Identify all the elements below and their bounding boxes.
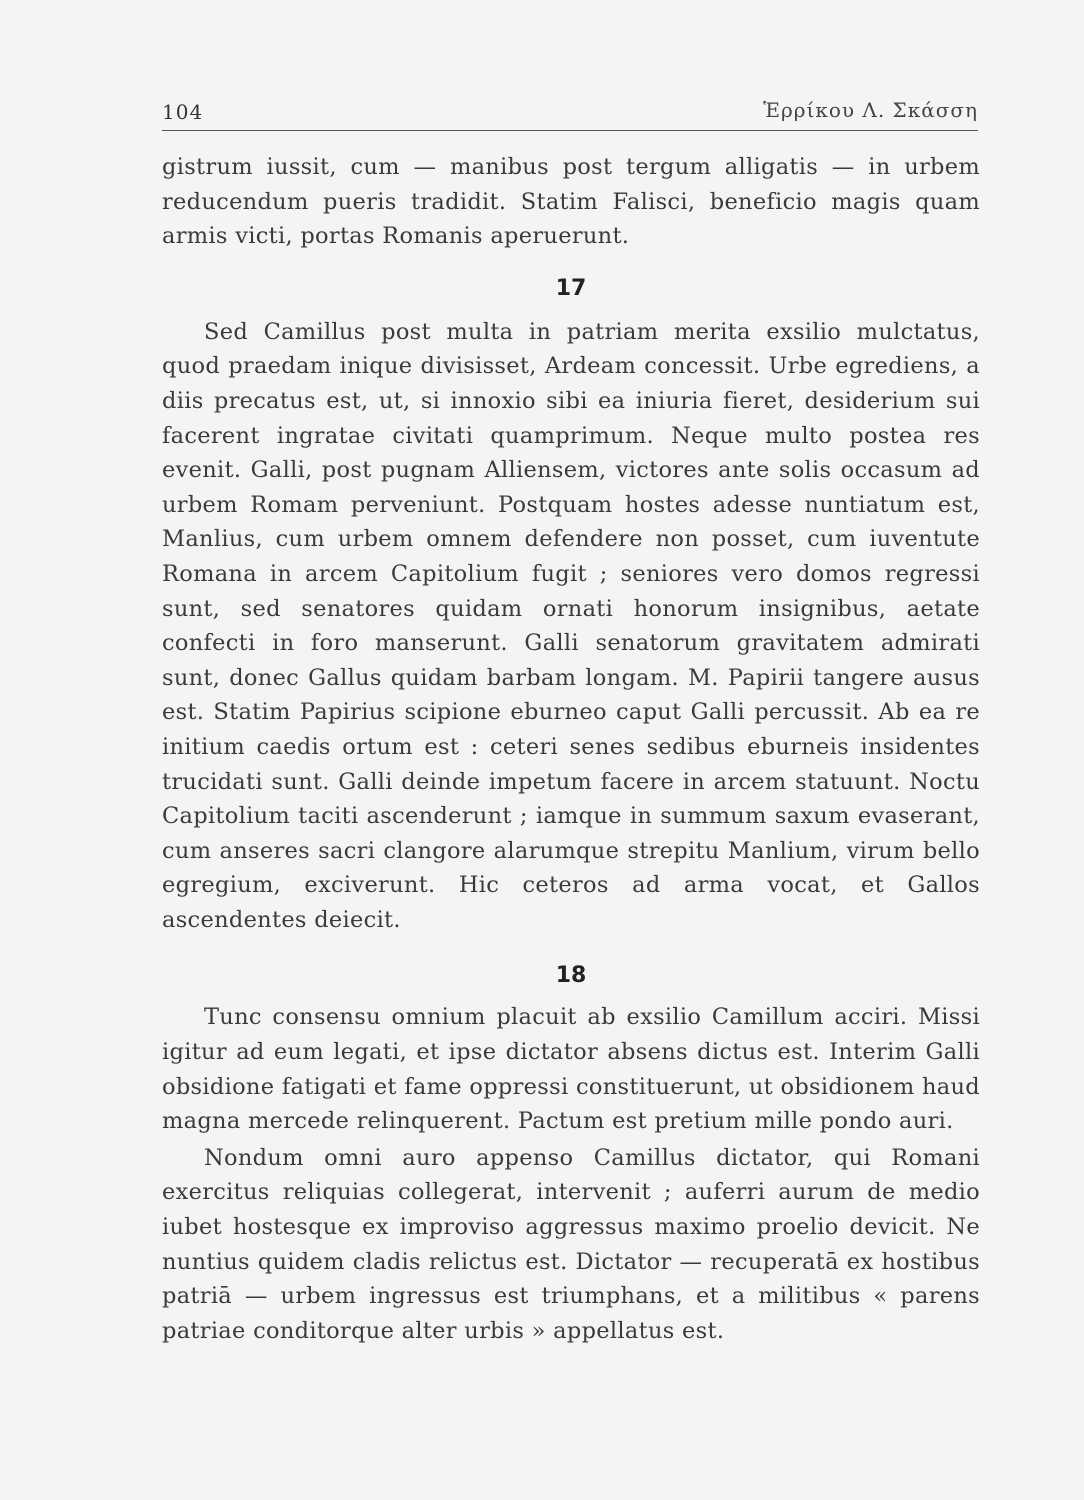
paragraph-18-b: Nondum omni auro appenso Camillus dictator, qui Romani exercitus reliquias collegerat, intervenit ; auferri aurum de medio iubet hostesque ex improviso aggressus maximo proelio devicit. Ne nuntius quidem cladis relictus est. Dictator — recuperatā ex hostibus patriā — urbem ingressus est triumphans, et a militibus « parens patriae conditorque alter urbis » appellatus est. [162, 1144, 980, 1344]
paragraph-17: Sed Camillus post multa in patriam merita exsilio mulctatus, quod praedam inique divisisset, Ardeam concessit. Urbe egrediens, a diis precatus est, ut, si innoxio sibi ea iniuria fieret, desiderium sui facerent ingratae civitati quamprimum. Neque multo postea res evenit. Galli, post pugnam Alliensem, victores ante solis occasum ad urbem Romam perveniunt. Postquam hostes adesse nuntiatum est, Manlius, cum urbem omnem defendere non posset, cum iuventute Romana in arcem Capitolium fugit ; seniores vero domos regressi sunt, sed senatores quidam ornati honorum insignibus, aetate confecti in foro manserunt. Galli senatorum gravitatem admirati sunt, donec Gallus quidam barbam longam. M. Papirii tangere ausus est. Statim Papirius scipione eburneo caput Galli percussit. Ab ea re initium caedis ortum est : ceteri senes sedibus eburneis insidentes trucidati sunt. Galli deinde impetum facere in arcem statuunt. Noctu Capitolium taciti ascenderunt ; iamque in summum saxum evaserant, cum anseres sacri clangore alarumque strepitu Manlium, virum bello egregium, exciverunt. Hic ceteros ad arma vocat, et Gallos ascendentes deiecit. [162, 318, 980, 933]
page-number: 104 [162, 100, 204, 124]
page-header [162, 94, 978, 131]
paragraph-continued: gistrum iussit, cum — manibus post tergum alligatis — in urbem reducendum pueris tradidit. Statim Falisci, beneficio magis quam armis victi, portas Romanis aperuerunt. [162, 154, 980, 250]
paragraph-18-a: Tunc consensu omnium placuit ab exsilio Camillum acciri. Missi igitur ad eum legati, et ipse dictator absens dictus est. Interim Galli obsidione fatigati et fame oppressi constituerunt, ut obsidionem haud magna mercede relinquerent. Pactum est pretium mille pondo auri. [162, 1004, 980, 1135]
running-head: Ἑρρίκου Λ. Σκάσση [763, 98, 978, 122]
section-heading-18: 18 [555, 963, 587, 989]
section-heading-17: 17 [555, 275, 587, 301]
page-body [162, 150, 980, 1348]
